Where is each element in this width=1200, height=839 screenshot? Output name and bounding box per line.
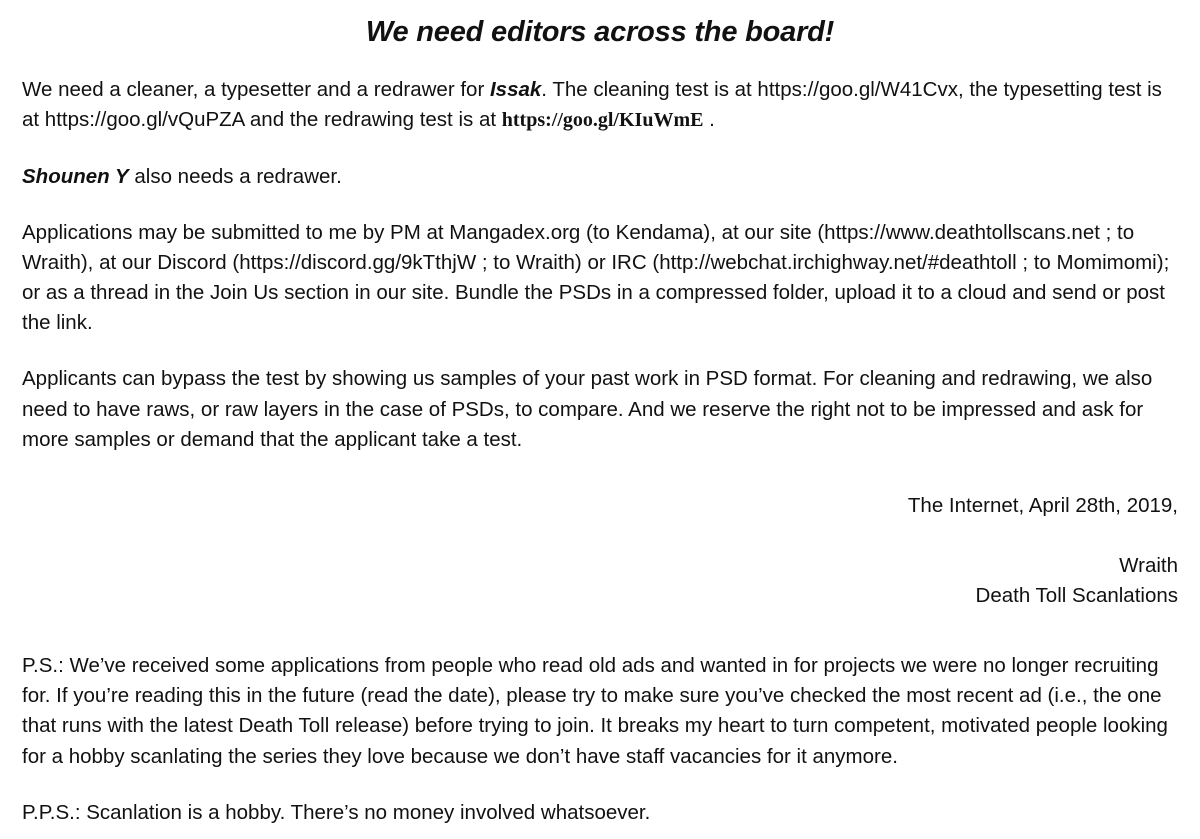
signature-group: Death Toll Scanlations xyxy=(975,584,1178,608)
paragraph-bypass-test: Applicants can bypass the test by showing us samples of your past work in PSD format. For cleaning and redrawing, we also need to have raws, or raw layers in the case of PSDs, to compare. And we reserve the right not to be impressed and ask for more samples or demand that the applicant take a test. xyxy=(22,367,1153,451)
paragraph-2-text: also needs a redrawer. xyxy=(128,164,342,188)
signature-block xyxy=(22,491,1178,611)
redrawing-test-link: https://goo.gl/KIuWmE xyxy=(501,109,704,132)
series-name-issak: Issak xyxy=(489,78,542,102)
paragraph-application-channels: Applications may be submitted to me by PM at Mangadex.org (to Kendama), at our site (https://www.deathtollscans.net ; to Wraith), at our Discord (https://discord.gg/9kTthjW ; to Wraith) or IRC (http://webchat.irchighway.net/#deathtoll ; to Momimomi); or as a thread in the Join Us section in our site. Bundle the PSDs in a compressed folder, upload it to a cloud and send or post the link. xyxy=(22,220,1170,335)
post-postscript-paragraph: P.P.S.: Scanlation is a hobby. There’s no money involved whatsoever. xyxy=(22,800,651,824)
series-name-shounen-y: Shounen Y xyxy=(22,164,129,188)
signature-name: Wraith xyxy=(1119,553,1178,577)
postscript-block xyxy=(22,651,1178,828)
page-title: We need editors across the board! xyxy=(365,16,835,48)
paragraph-recruitment-roles xyxy=(22,75,1178,136)
paragraph-1-part-2: . The cleaning test is at https://goo.gl/W41Cvx, the typesetting test is at https://goo.gl/vQuPZA and the redrawing test is at xyxy=(22,78,1162,132)
signature-date: The Internet, April 28th, 2019, xyxy=(907,493,1178,517)
paragraph-1-part-1: We need a cleaner, a typesetter and a redrawer for xyxy=(22,78,490,102)
paragraph-1-part-3: . xyxy=(703,108,715,132)
paragraph-shounen-y xyxy=(22,162,1178,192)
postscript-paragraph: P.S.: We’ve received some applications from people who read old ads and wanted in for projects we were no longer recruiting for. If you’re reading this in the future (read the date), please try to make sure you’ve checked the most recent ad (i.e., the one that runs with the latest Death Toll release) before trying to join. It breaks my heart to turn competent, motivated people looking for a hobby scanlating the series they love because we don’t have staff vacancies for it anymore. xyxy=(22,654,1168,768)
